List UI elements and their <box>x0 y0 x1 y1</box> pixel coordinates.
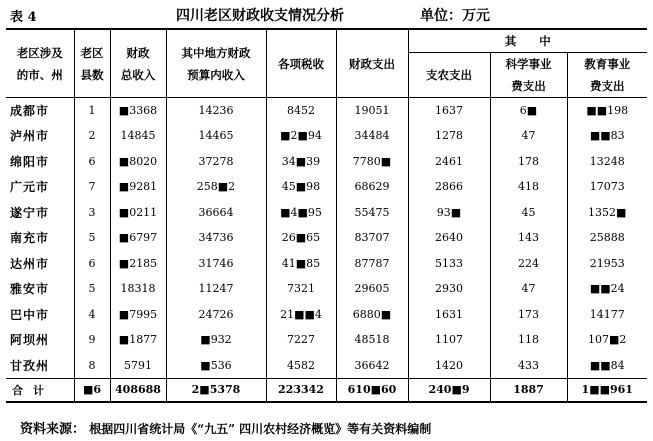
cell-expenditure: 29605 <box>336 276 408 302</box>
cell-agri: 2866 <box>408 174 490 200</box>
cell-counties: 2 <box>74 123 110 149</box>
cell-edu: 1■■961 <box>567 378 647 402</box>
header-agri: 支农支出 <box>408 53 490 98</box>
cell-agri: 1420 <box>408 353 490 379</box>
cell-sci: 418 <box>490 174 567 200</box>
cell-sci: 47 <box>490 276 567 302</box>
cell-agri: 1631 <box>408 302 490 328</box>
header-sci: 科学事业 费支出 <box>490 53 567 98</box>
cell-total-revenue: ■2185 <box>110 251 166 277</box>
cell-edu: 25888 <box>567 225 647 251</box>
cell-expenditure: 36642 <box>336 353 408 379</box>
cell-edu: ■■83 <box>567 123 647 149</box>
cell-sci: 433 <box>490 353 567 379</box>
cell-agri: 240■9 <box>408 378 490 402</box>
cell-edu: 14177 <box>567 302 647 328</box>
cell-expenditure: 87787 <box>336 251 408 277</box>
cell-region: 成都市 <box>6 98 74 124</box>
table-row <box>6 149 647 175</box>
cell-region: 阿坝州 <box>6 327 74 353</box>
source-label: 资料来源： <box>20 422 86 437</box>
cell-expenditure: 7780■ <box>336 149 408 175</box>
cell-region: 达州市 <box>6 251 74 277</box>
cell-local-budget: ■536 <box>166 353 266 379</box>
cell-region: 南充市 <box>6 225 74 251</box>
cell-expenditure: 34484 <box>336 123 408 149</box>
cell-agri: 2640 <box>408 225 490 251</box>
cell-edu: 13248 <box>567 149 647 175</box>
table-title: 四川老区财政收支情况分析 <box>176 8 344 24</box>
cell-tax: 34■39 <box>266 149 336 175</box>
cell-sci: 1887 <box>490 378 567 402</box>
cell-region: 巴中市 <box>6 302 74 328</box>
cell-sci: 6■ <box>490 98 567 124</box>
cell-local-budget: 2■5378 <box>166 378 266 402</box>
cell-counties: 7 <box>74 174 110 200</box>
cell-edu: ■■24 <box>567 276 647 302</box>
cell-total-revenue: ■0211 <box>110 200 166 226</box>
cell-sci: 173 <box>490 302 567 328</box>
table-row <box>6 251 647 277</box>
cell-counties: 6 <box>74 149 110 175</box>
cell-local-budget: 258■2 <box>166 174 266 200</box>
cell-edu: 21953 <box>567 251 647 277</box>
cell-total-revenue: ■3368 <box>110 98 166 124</box>
cell-tax: 45■98 <box>266 174 336 200</box>
total-row <box>6 378 647 402</box>
header-total-revenue: 财政 总收入 <box>110 29 166 98</box>
cell-edu: ■■84 <box>567 353 647 379</box>
table-row <box>6 353 647 379</box>
cell-tax: 26■65 <box>266 225 336 251</box>
table-row <box>6 98 647 124</box>
cell-sci: 178 <box>490 149 567 175</box>
cell-sci: 47 <box>490 123 567 149</box>
cell-agri: 5133 <box>408 251 490 277</box>
cell-tax: ■4■95 <box>266 200 336 226</box>
cell-total-revenue: ■1877 <box>110 327 166 353</box>
cell-expenditure: 6880■ <box>336 302 408 328</box>
header-expenditure: 财政支出 <box>336 29 408 98</box>
cell-total-revenue: 408688 <box>110 378 166 402</box>
table-label: 表 4 <box>10 10 37 25</box>
cell-tax: 4582 <box>266 353 336 379</box>
cell-region: 合计 <box>6 378 74 402</box>
cell-region: 雅安市 <box>6 276 74 302</box>
header-group: 其 中 <box>408 29 647 53</box>
cell-sci: 224 <box>490 251 567 277</box>
cell-agri: 1107 <box>408 327 490 353</box>
table-row <box>6 327 647 353</box>
source-note <box>20 418 431 437</box>
cell-expenditure: 19051 <box>336 98 408 124</box>
cell-total-revenue: ■6797 <box>110 225 166 251</box>
cell-expenditure: 55475 <box>336 200 408 226</box>
table-row <box>6 225 647 251</box>
cell-total-revenue: ■7995 <box>110 302 166 328</box>
cell-agri: 93■ <box>408 200 490 226</box>
cell-tax: 41■85 <box>266 251 336 277</box>
cell-sci: 45 <box>490 200 567 226</box>
cell-region: 广元市 <box>6 174 74 200</box>
cell-total-revenue: ■9281 <box>110 174 166 200</box>
cell-local-budget: 14236 <box>166 98 266 124</box>
cell-expenditure: 610■60 <box>336 378 408 402</box>
cell-tax: 21■■4 <box>266 302 336 328</box>
cell-local-budget: 37278 <box>166 149 266 175</box>
header-local-budget: 其中地方财政 预算内收入 <box>166 29 266 98</box>
cell-expenditure: 68629 <box>336 174 408 200</box>
header-tax: 各项税收 <box>266 29 336 98</box>
cell-local-budget: 14465 <box>166 123 266 149</box>
table-row <box>6 200 647 226</box>
finance-table <box>6 28 647 403</box>
cell-edu: 17073 <box>567 174 647 200</box>
cell-counties: 3 <box>74 200 110 226</box>
table-row <box>6 276 647 302</box>
cell-sci: 118 <box>490 327 567 353</box>
cell-agri: 1637 <box>408 98 490 124</box>
source-text: 根据四川省统计局《“九五” 四川农村经济概览》等有关资料编制 <box>89 422 432 436</box>
cell-counties: 4 <box>74 302 110 328</box>
cell-total-revenue: 5791 <box>110 353 166 379</box>
header-edu: 教育事业 费支出 <box>567 53 647 98</box>
header-region: 老区涉及 的市、州 <box>6 29 74 98</box>
cell-total-revenue: ■8020 <box>110 149 166 175</box>
cell-tax: 7321 <box>266 276 336 302</box>
table-row <box>6 174 647 200</box>
table-row <box>6 302 647 328</box>
cell-local-budget: 34736 <box>166 225 266 251</box>
table-row <box>6 123 647 149</box>
cell-tax: 8452 <box>266 98 336 124</box>
cell-local-budget: 31746 <box>166 251 266 277</box>
cell-counties: 1 <box>74 98 110 124</box>
cell-edu: ■■198 <box>567 98 647 124</box>
unit-label: 单位：万元 <box>420 8 490 24</box>
cell-counties: 5 <box>74 276 110 302</box>
cell-local-budget: 36664 <box>166 200 266 226</box>
cell-agri: 2930 <box>408 276 490 302</box>
cell-tax: ■2■94 <box>266 123 336 149</box>
cell-sci: 143 <box>490 225 567 251</box>
title-row <box>0 0 653 30</box>
cell-local-budget: 11247 <box>166 276 266 302</box>
cell-counties: 5 <box>74 225 110 251</box>
cell-tax: 223342 <box>266 378 336 402</box>
cell-tax: 7227 <box>266 327 336 353</box>
cell-region: 遂宁市 <box>6 200 74 226</box>
cell-region: 甘孜州 <box>6 353 74 379</box>
cell-counties: 6 <box>74 251 110 277</box>
cell-region: 泸州市 <box>6 123 74 149</box>
cell-local-budget: 24726 <box>166 302 266 328</box>
cell-total-revenue: 14845 <box>110 123 166 149</box>
cell-region: 绵阳市 <box>6 149 74 175</box>
cell-counties: 9 <box>74 327 110 353</box>
header-counties: 老区 县数 <box>74 29 110 98</box>
cell-counties: ■6 <box>74 378 110 402</box>
cell-total-revenue: 18318 <box>110 276 166 302</box>
cell-expenditure: 83707 <box>336 225 408 251</box>
cell-local-budget: ■932 <box>166 327 266 353</box>
cell-counties: 8 <box>74 353 110 379</box>
cell-agri: 2461 <box>408 149 490 175</box>
cell-edu: 107■2 <box>567 327 647 353</box>
cell-agri: 1278 <box>408 123 490 149</box>
cell-expenditure: 48518 <box>336 327 408 353</box>
cell-edu: 1352■ <box>567 200 647 226</box>
